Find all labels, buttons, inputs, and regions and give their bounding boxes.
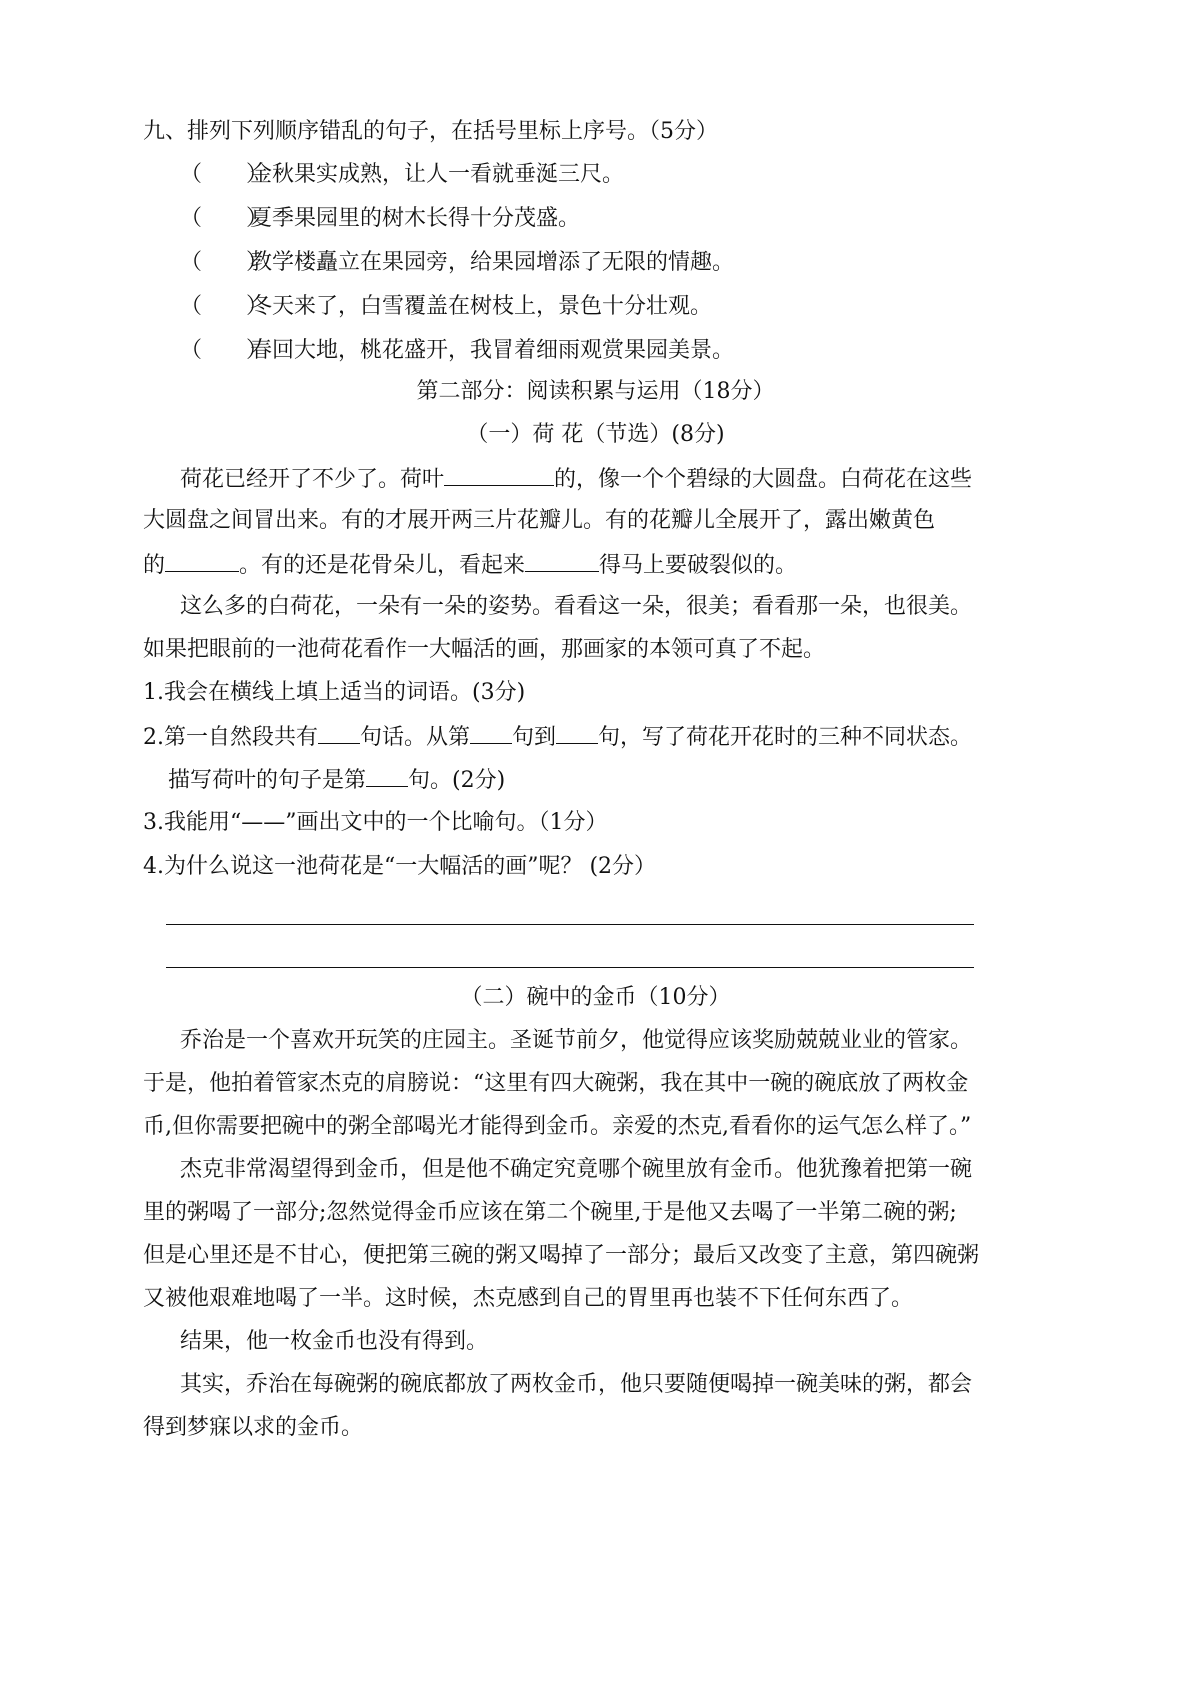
question-2-e: 描写荷叶的句子是第 bbox=[168, 768, 367, 793]
blank-sentence-from[interactable] bbox=[470, 721, 512, 744]
passage2-line-3: 币,但你需要把碗中的粥全部喝光才能得到金币。亲爱的杰克,看看你的运气怎么样了。” bbox=[143, 1114, 972, 1139]
order-text-2: 夏季果园里的树木长得十分茂盛。 bbox=[250, 206, 581, 231]
order-item-4 bbox=[180, 292, 712, 322]
order-paren-3[interactable]: （ ） bbox=[180, 250, 269, 275]
question-2-b: 句话。从第 bbox=[360, 725, 471, 750]
passage1-p1-a: 荷花已经开了不少了。荷叶 bbox=[180, 467, 445, 492]
passage1-p1-e: 。有的还是花骨朵儿，看起来 bbox=[239, 553, 526, 578]
order-item-3 bbox=[180, 248, 734, 278]
passage2-title: （二）碗中的金币（10分） bbox=[460, 985, 731, 1010]
part2-title: 第二部分：阅读积累与运用（18分） bbox=[416, 379, 775, 404]
passage1-p1-line1 bbox=[180, 463, 972, 495]
order-text-3: 教学楼矗立在果园旁，给果园增添了无限的情趣。 bbox=[250, 250, 735, 275]
question-1: 1.我会在横线上填上适当的词语。(3分) bbox=[143, 680, 526, 705]
passage2-line-2: 于是，他拍着管家杰克的肩膀说：“这里有四大碗粥，我在其中一碗的碗底放了两枚金 bbox=[143, 1071, 969, 1096]
question-2-a: 2.第一自然段共有 bbox=[143, 725, 318, 750]
blank-sentence-count[interactable] bbox=[318, 721, 360, 744]
passage2-line-1: 乔治是一个喜欢开玩笑的庄园主。圣诞节前夕，他觉得应该奖励兢兢业业的管家。 bbox=[180, 1028, 973, 1053]
question-2-f: 句。(2分) bbox=[408, 768, 506, 793]
passage1-p2-line1: 这么多的白荷花，一朵有一朵的姿势。看看这一朵，很美；看看那一朵，也很美。 bbox=[180, 594, 973, 619]
passage1-p1-b: 的，像一个个碧绿的大圆盘。白荷花在这些 bbox=[554, 467, 973, 492]
passage2-line-7: 又被他艰难地喝了一半。这时候，杰克感到自己的胃里再也装不下任何东西了。 bbox=[143, 1286, 914, 1311]
passage1-p1-d: 的 bbox=[143, 553, 166, 578]
passage2-line-9: 其实，乔治在每碗粥的碗底都放了两枚金币，他只要随便喝掉一碗美味的粥，都会 bbox=[180, 1372, 973, 1397]
question-2-d: 句，写了荷花开花时的三种不同状态。 bbox=[598, 725, 973, 750]
blank-lotus-leaf[interactable] bbox=[444, 463, 554, 486]
order-item-1 bbox=[180, 160, 624, 190]
blank-sentence-to[interactable] bbox=[556, 721, 598, 744]
passage1-p1-line2: 大圆盘之间冒出来。有的才展开两三片花瓣儿。有的花瓣儿全展开了，露出嫩黄色 bbox=[143, 508, 936, 533]
order-paren-1[interactable]: （ ） bbox=[180, 162, 269, 187]
blank-bud-look[interactable] bbox=[525, 549, 599, 572]
passage2-line-5: 里的粥喝了一部分;忽然觉得金币应该在第二个碗里,于是他又去喝了一半第二碗的粥; bbox=[143, 1200, 957, 1225]
passage2-line-8: 结果，他一枚金币也没有得到。 bbox=[180, 1329, 489, 1354]
question-3: 3.我能用“——”画出文中的一个比喻句。（1分） bbox=[143, 810, 608, 835]
question-4: 4.为什么说这一池荷花是“一大幅活的画”呢？ (2分） bbox=[143, 854, 657, 879]
question-2-line2 bbox=[168, 764, 505, 796]
order-text-1: 金秋果实成熟，让人一看就垂涎三尺。 bbox=[250, 162, 625, 187]
order-text-5: 春回大地，桃花盛开，我冒着细雨观赏果园美景。 bbox=[250, 338, 735, 363]
passage1-p2-line2: 如果把眼前的一池荷花看作一大幅活的画，那画家的本领可真了不起。 bbox=[143, 637, 826, 662]
order-item-2 bbox=[180, 204, 580, 234]
order-paren-5[interactable]: （ ） bbox=[180, 338, 269, 363]
passage1-p1-line3 bbox=[143, 549, 797, 581]
passage2-line-4: 杰克非常渴望得到金币，但是他不确定究竟哪个碗里放有金币。他犹豫着把第一碗 bbox=[180, 1157, 973, 1182]
order-paren-2[interactable]: （ ） bbox=[180, 206, 269, 231]
blank-lotus-center[interactable] bbox=[165, 549, 239, 572]
passage2-line-10: 得到梦寐以求的金币。 bbox=[143, 1415, 364, 1440]
section9-heading: 九、排列下列顺序错乱的句子，在括号里标上序号。（5分） bbox=[143, 119, 718, 144]
passage1-p1-f: 得马上要破裂似的。 bbox=[599, 553, 798, 578]
question-2-c: 句到 bbox=[512, 725, 557, 750]
passage2-line-6: 但是心里还是不甘心，便把第三碗的粥又喝掉了一部分；最后又改变了主意，第四碗粥 bbox=[143, 1243, 980, 1268]
question-2-line1 bbox=[143, 721, 972, 753]
answer-line-1[interactable] bbox=[166, 924, 974, 925]
answer-line-2[interactable] bbox=[166, 967, 974, 968]
order-text-4: 冬天来了，白雪覆盖在树枝上，景色十分壮观。 bbox=[250, 294, 713, 319]
order-paren-4[interactable]: （ ） bbox=[180, 294, 269, 319]
passage1-title: （一）荷 花（节选）(8分) bbox=[466, 422, 725, 447]
order-item-5 bbox=[180, 336, 734, 366]
blank-leaf-sentence[interactable] bbox=[366, 764, 408, 787]
